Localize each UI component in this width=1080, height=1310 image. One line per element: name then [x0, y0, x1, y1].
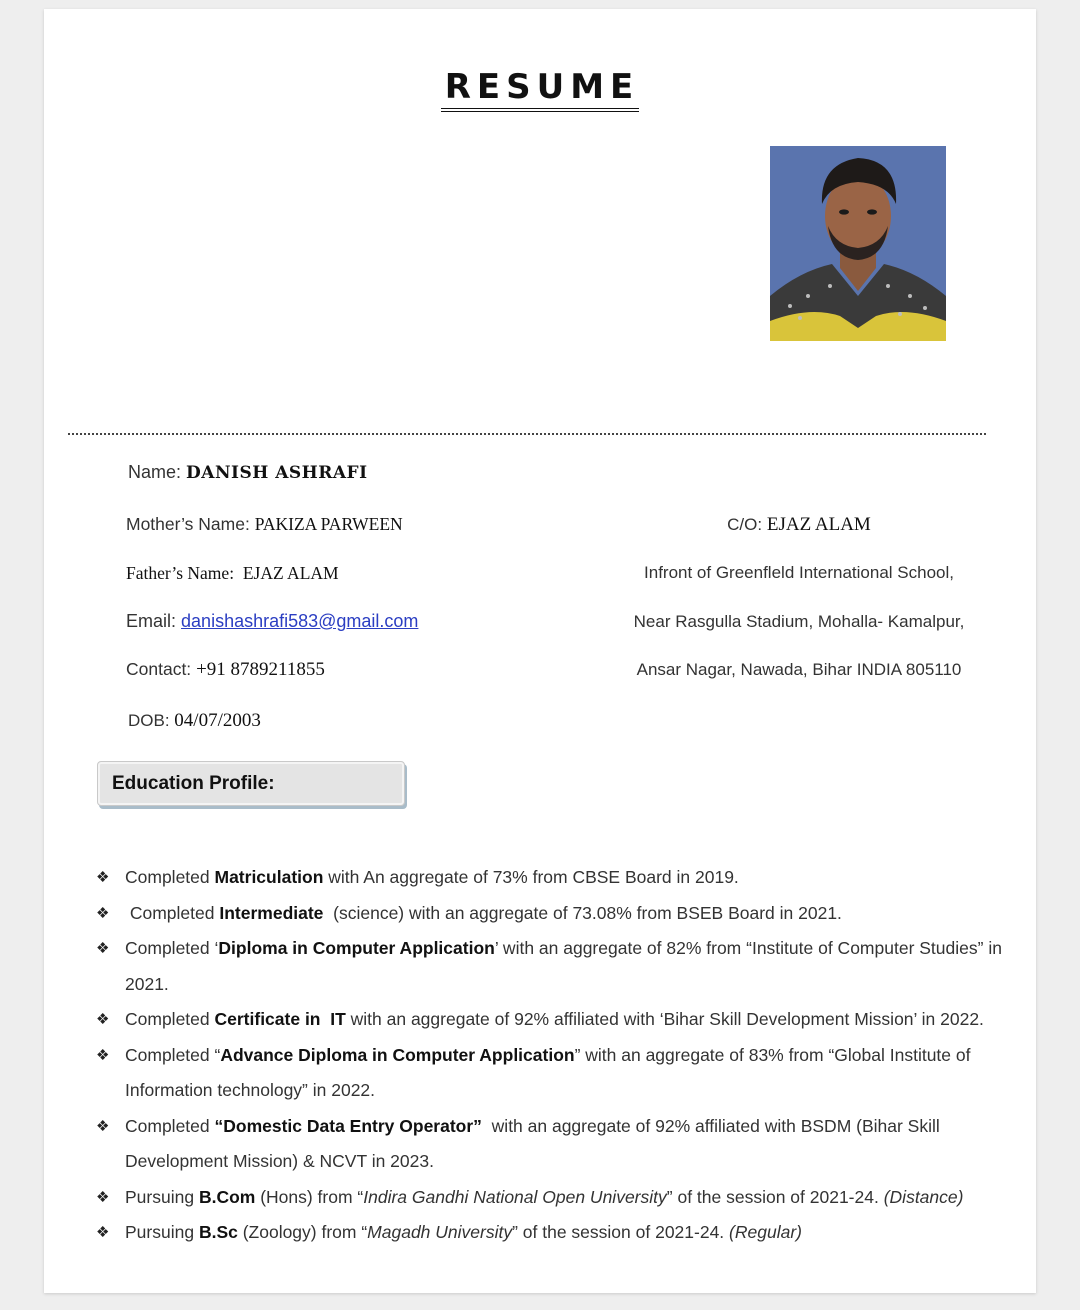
name-value: DANISH ASHRAFI — [186, 463, 368, 483]
diamond-bullet-icon: ❖ — [96, 1224, 110, 1241]
list-item: ❖ Completed “Domestic Data Entry Operator” with an aggregate of 92% affiliated with BSDM (Bihar Skill Development Mission) & NCVT in 2023. — [94, 1109, 1014, 1180]
dob-value: 04/07/2003 — [174, 710, 261, 731]
father-label: Father’s Name: — [126, 563, 235, 583]
list-item: ❖ Completed Certificate in IT with an aggregate of 92% affiliated with ‘Bihar Skill Development Mission’ in 2022. — [94, 1002, 1014, 1038]
dob-label: DOB: — [128, 711, 170, 730]
section-divider — [68, 433, 986, 435]
education-list — [94, 860, 1014, 1251]
list-item: ❖ Completed Matriculation with An aggregate of 73% from CBSE Board in 2019. — [94, 860, 1014, 896]
email-link[interactable]: danishashrafi583@gmail.com — [181, 611, 419, 631]
dob-row — [128, 710, 261, 732]
profile-photo — [770, 146, 946, 341]
contact-row — [126, 659, 325, 681]
care-of-value: EJAZ ALAM — [766, 514, 871, 535]
mother-row — [126, 514, 403, 535]
contact-value: +91 8789211855 — [196, 659, 325, 680]
diamond-bullet-icon: ❖ — [96, 940, 110, 957]
diamond-bullet-icon: ❖ — [96, 1117, 110, 1135]
mother-label: Mother’s Name: — [126, 514, 250, 534]
education-heading: Education Profile: — [112, 773, 275, 794]
diamond-bullet-icon: ❖ — [96, 1188, 110, 1206]
name-row — [128, 462, 368, 483]
contact-label: Contact: — [126, 659, 192, 679]
list-item: ❖ Completed Intermediate (science) with an aggregate of 73.08% from BSEB Board in 2021. — [94, 896, 1014, 932]
address-line-2: Near Rasgulla Stadium, Mohalla- Kamalpur, — [633, 612, 965, 631]
resume-page — [44, 9, 1036, 1293]
email-row — [126, 611, 418, 632]
care-of-label: C/O: — [727, 515, 763, 534]
list-item: ❖ Completed “Advance Diploma in Computer Application” with an aggregate of 83% from “Global Institute of Information technology” in 2022. — [94, 1038, 1014, 1109]
diamond-bullet-icon: ❖ — [96, 1011, 110, 1028]
mother-value: PAKIZA PARWEEN — [254, 514, 403, 534]
care-of-row — [589, 514, 1009, 536]
father-row — [126, 563, 339, 584]
education-heading-box — [97, 761, 405, 806]
father-value: EJAZ ALAM — [242, 563, 339, 583]
list-item: ❖ Pursuing B.Sc (Zoology) from “Magadh University” of the session of 2021-24. (Regular) — [94, 1215, 1014, 1251]
page-title: RESUME — [44, 67, 1036, 112]
name-label: Name: — [128, 462, 182, 482]
address-line-1: Infront of Greenfleld International School, — [644, 563, 954, 582]
diamond-bullet-icon: ❖ — [96, 869, 110, 886]
email-label: Email: — [126, 611, 177, 631]
address-line-3: Ansar Nagar, Nawada, Bihar INDIA 805110 — [636, 660, 962, 679]
list-item: ❖ Completed ‘Diploma in Computer Application’ with an aggregate of 82% from “Institute of Computer Studies” in 2021. — [94, 931, 1014, 1002]
diamond-bullet-icon: ❖ — [96, 1046, 110, 1064]
diamond-bullet-icon: ❖ — [96, 904, 110, 922]
list-item: ❖ Pursuing B.Com (Hons) from “Indira Gandhi National Open University” of the session of 2021-24. (Distance) — [94, 1180, 1014, 1216]
